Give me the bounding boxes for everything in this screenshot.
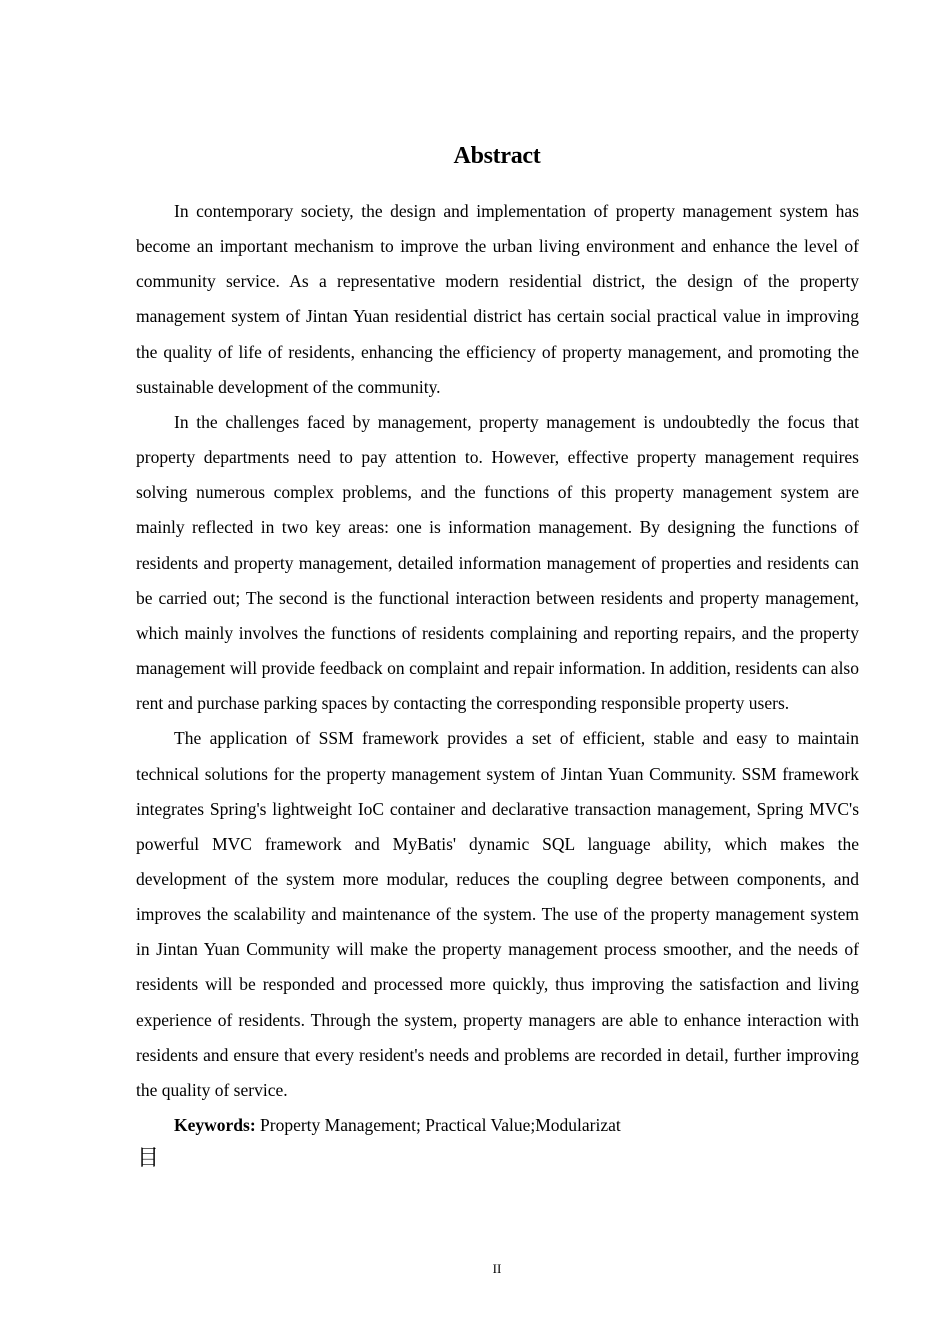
abstract-paragraph-3: The application of SSM framework provides a set of efficient, stable and easy to maintain technical solutions for the property management system of Jintan Yuan Community. SSM framework integrates Spring's lightweight IoC container and declarative transaction management, Spring MVC's powerful MVC framework and MyBatis' dynamic SQL language ability, which makes the development of the system more modular, reduces the coupling degree between components, and improves the scalability and maintenance of the system. The use of the property management system in Jintan Yuan Community will make the property management process smoother, and the needs of residents will be responded and processed more quickly, thus improving the satisfaction and living experience of residents. Through the system, property managers are able to enhance interaction with residents and ensure that every resident's needs and problems are recorded in detail, further improving the quality of service. <box>136 728 859 1100</box>
keywords-text: Property Management; Practical Value;Modularizat <box>255 1115 621 1136</box>
toc-heading-fragment: 目 <box>137 1146 160 1172</box>
abstract-title: Abstract <box>453 143 541 169</box>
keywords-label: Keywords: <box>174 1115 256 1136</box>
keywords-line <box>136 1108 859 1143</box>
abstract-body <box>136 194 859 1173</box>
page-number: II <box>492 1261 502 1276</box>
abstract-paragraph-2: In the challenges faced by management, property management is undoubtedly the focus that property departments need to pay attention to. However, effective property management requires solving numerous complex problems, and the functions of this property management system are mainly reflected in two key areas: one is information management. By designing the functions of residents and property management, detailed information management of properties and residents can be carried out; The second is the functional interaction between residents and property management, which mainly involves the functions of residents complaining and reporting repairs, and the property management will provide feedback on complaint and repair information. In addition, residents can also rent and purchase parking spaces by contacting the corresponding responsible property users. <box>136 411 859 714</box>
abstract-paragraph-1: In contemporary society, the design and implementation of property management system has become an important mechanism to improve the urban living environment and enhance the level of community service. As a representative modern residential district, the design of the property management system of Jintan Yuan residential district has certain social practical value in improving the quality of life of residents, enhancing the efficiency of property management, and promoting the sustainable development of the community. <box>136 201 859 397</box>
